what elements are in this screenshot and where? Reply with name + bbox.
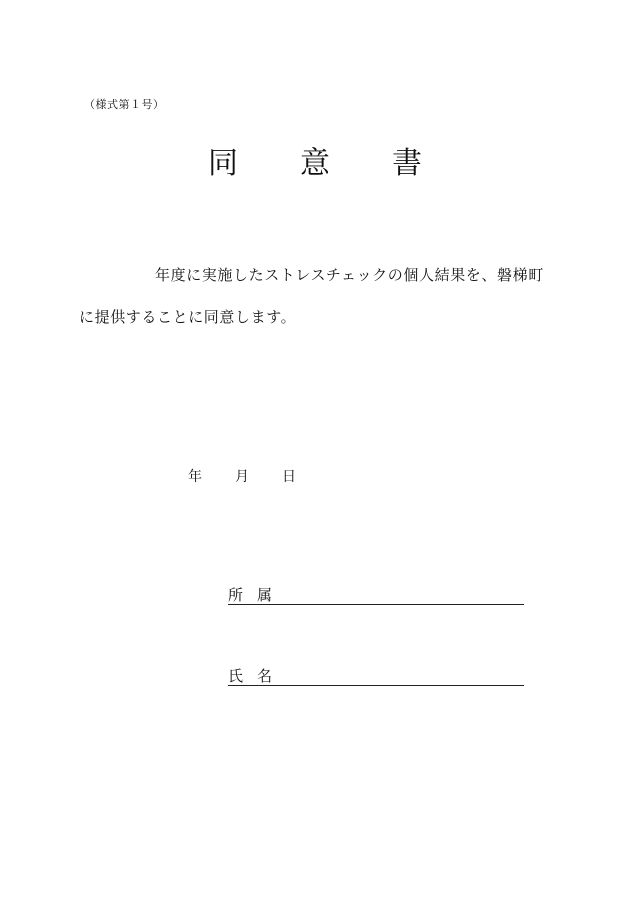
affiliation-field[interactable] — [228, 584, 524, 605]
date-year-label: 年 — [188, 469, 202, 485]
form-number: （様式第１号） — [84, 98, 165, 111]
date-month-label: 月 — [235, 469, 249, 485]
title-char-3: 書 — [392, 146, 422, 181]
affiliation-label: 所属 — [228, 586, 287, 604]
title-char-2: 意 — [300, 146, 330, 181]
consent-text-line-1: 年度に実施したストレスチェックの個人結果を、磐梯町 — [155, 266, 544, 284]
consent-text-line-2: に提供することに同意します。 — [79, 308, 297, 326]
title-char-1: 同 — [208, 146, 238, 181]
name-label: 氏名 — [228, 667, 287, 685]
name-field[interactable] — [228, 665, 524, 686]
date-day-label: 日 — [282, 469, 296, 485]
document-title — [0, 146, 630, 182]
